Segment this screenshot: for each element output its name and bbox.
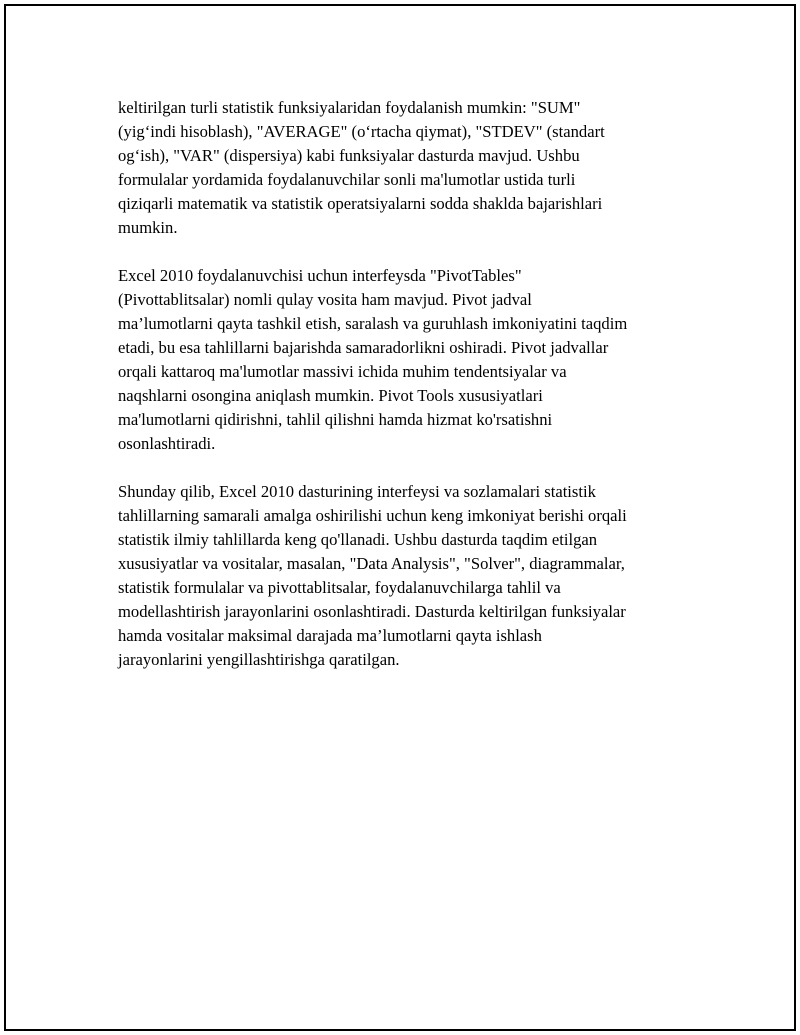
text-line: formulalar yordamida foydalanuvchilar sonli ma'lumotlar ustida turli <box>118 170 576 189</box>
paragraph-2 <box>118 264 698 456</box>
text-line: Shunday qilib, Excel 2010 dasturining interfeysi va sozlamalari statistik <box>118 482 596 501</box>
text-line: orqali kattaroq ma'lumotlar massivi ichida muhim tendentsiyalar va <box>118 362 567 381</box>
document-body <box>118 96 698 696</box>
text-line: ma’lumotlarni qayta tashkil etish, saralash va guruhlash imkoniyatini taqdim <box>118 314 628 333</box>
text-line: etadi, bu esa tahlillarni bajarishda samaradorlikni oshiradi. Pivot jadvallar <box>118 338 609 357</box>
text-line: (yig‘indi hisoblash), "AVERAGE" (o‘rtacha qiymat), "STDEV" (standart <box>118 122 605 141</box>
text-line: modellashtirish jarayonlarini osonlashtiradi. Dasturda keltirilgan funksiyalar <box>118 602 626 621</box>
text-line: statistik ilmiy tahlillarda keng qo'llanadi. Ushbu dasturda taqdim etilgan <box>118 530 598 549</box>
text-line: og‘ish), "VAR" (dispersiya) kabi funksiyalar dasturda mavjud. Ushbu <box>118 146 580 165</box>
text-line: keltirilgan turli statistik funksiyalaridan foydalanish mumkin: "SUM" <box>118 98 581 117</box>
text-line: statistik formulalar va pivottablitsalar, foydalanuvchilarga tahlil va <box>118 578 561 597</box>
text-line: tahlillarning samarali amalga oshirilishi uchun keng imkoniyat berishi orqali <box>118 506 627 525</box>
paragraph-1 <box>118 96 698 240</box>
text-line: Excel 2010 foydalanuvchisi uchun interfeysda "PivotTables" <box>118 266 522 285</box>
text-line: (Pivottablitsalar) nomli qulay vosita ham mavjud. Pivot jadval <box>118 290 532 309</box>
paragraph-3 <box>118 480 698 672</box>
text-line: naqshlarni osongina aniqlash mumkin. Pivot Tools xususiyatlari <box>118 386 543 405</box>
text-line: hamda vositalar maksimal darajada ma’lumotlarni qayta ishlash <box>118 626 542 645</box>
text-line: jarayonlarini yengillashtirishga qaratilgan. <box>118 650 400 669</box>
text-line: xususiyatlar va vositalar, masalan, "Data Analysis", "Solver", diagrammalar, <box>118 554 625 573</box>
text-line: qiziqarli matematik va statistik operatsiyalarni sodda shaklda bajarishlari <box>118 194 603 213</box>
text-line: mumkin. <box>118 218 178 237</box>
text-line: ma'lumotlarni qidirishni, tahlil qilishni hamda hizmat ko'rsatishni <box>118 410 553 429</box>
text-line: osonlashtiradi. <box>118 434 216 453</box>
